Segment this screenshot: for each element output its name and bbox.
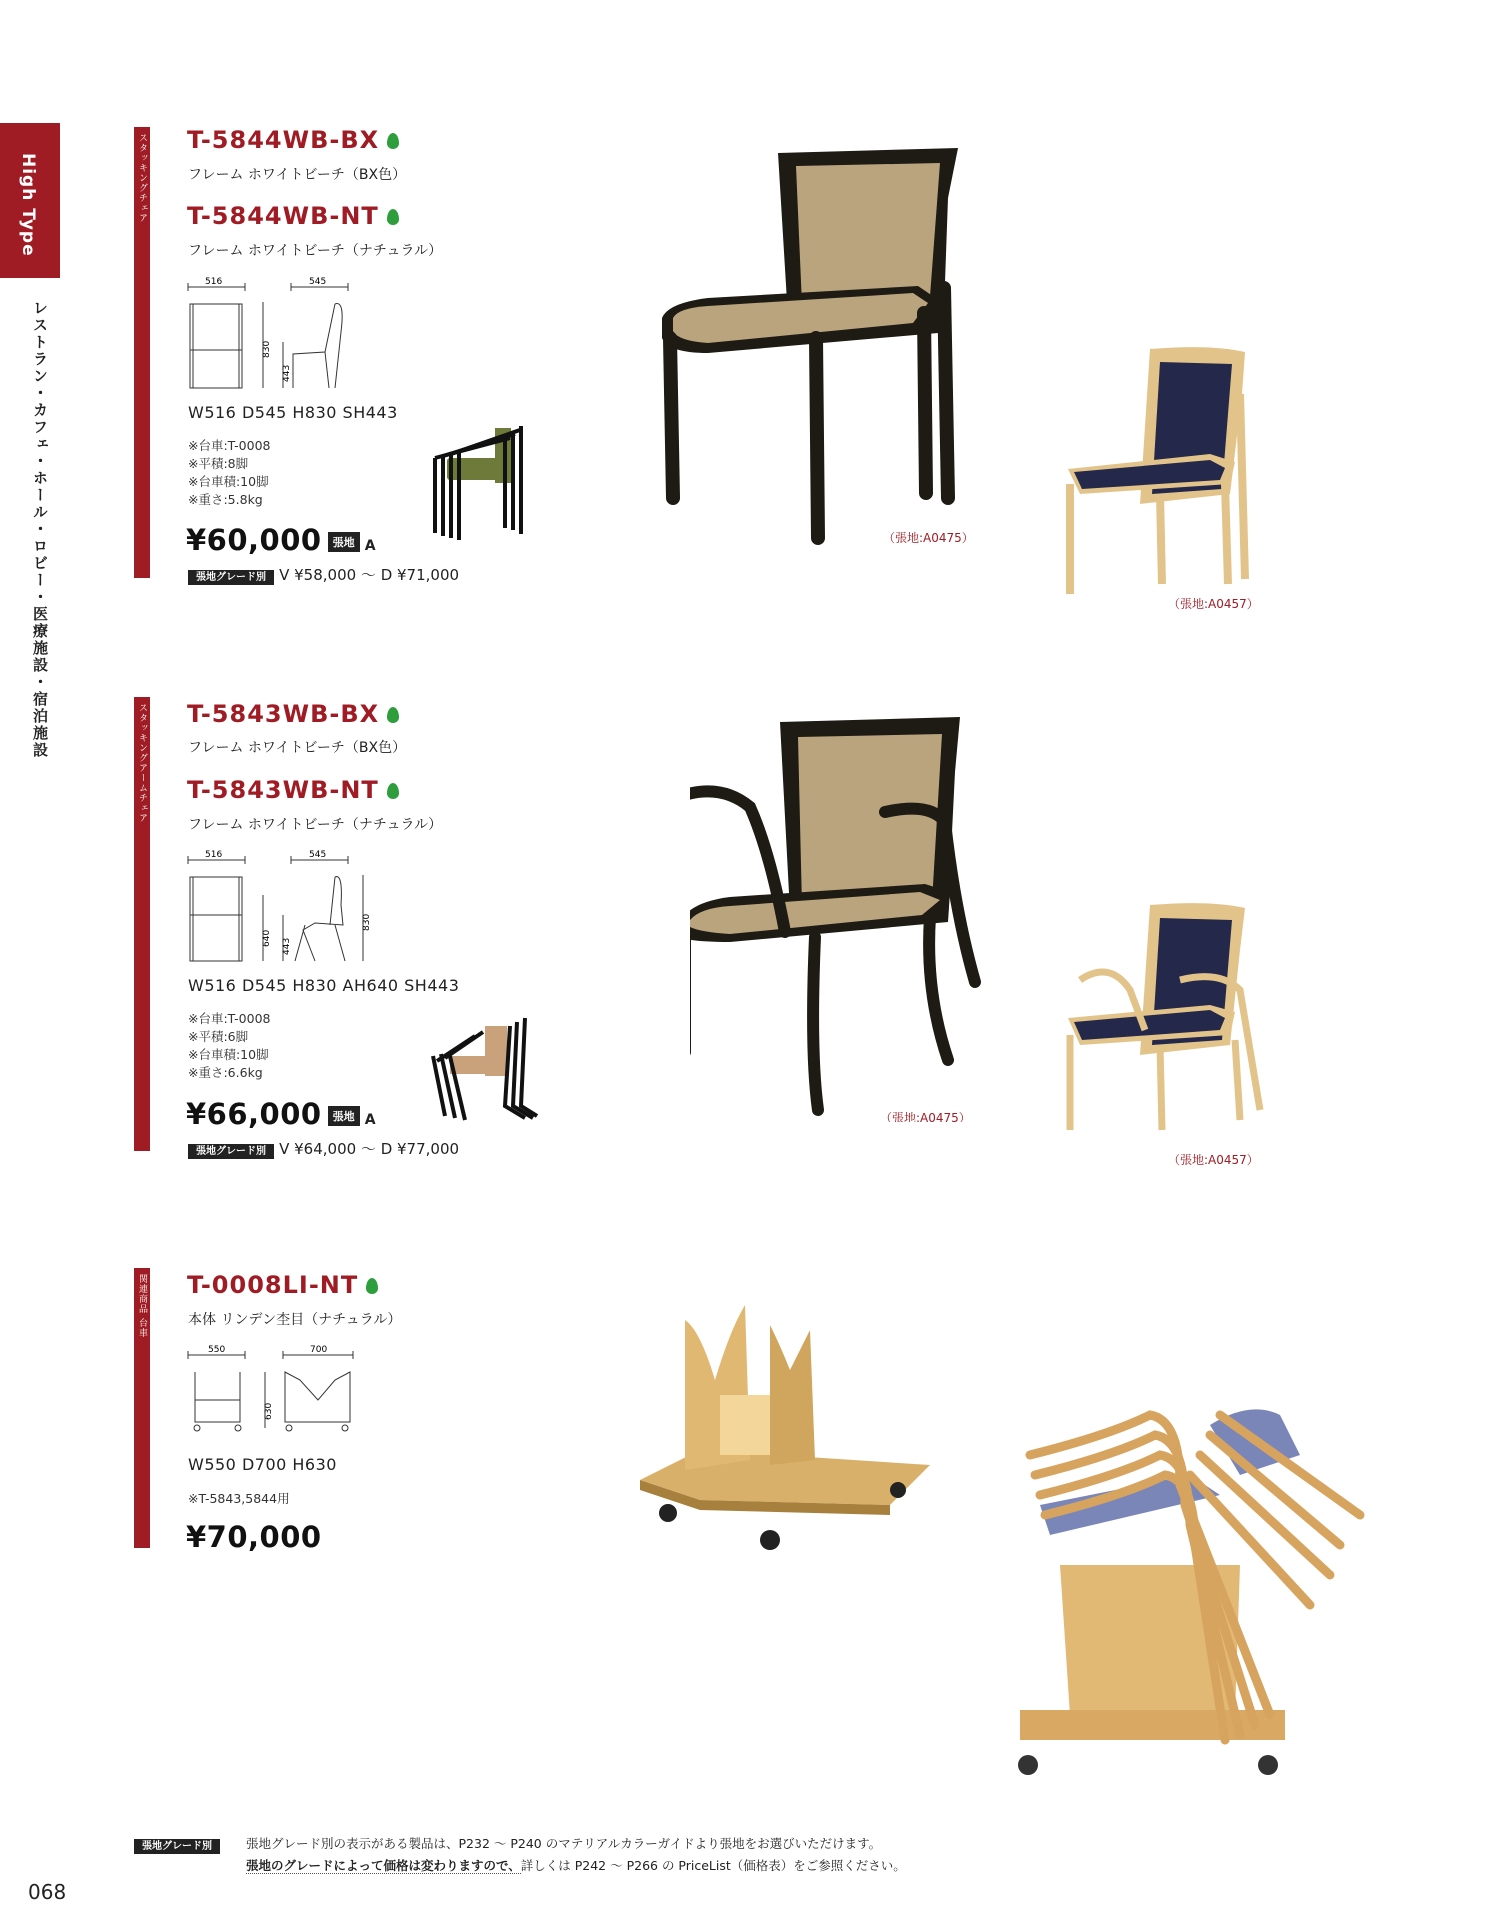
price-row-1	[186, 523, 376, 557]
grade-row-1	[188, 564, 459, 585]
notes-1	[188, 437, 271, 509]
eco-leaf-icon	[387, 707, 399, 723]
chair-image-natural-1	[1060, 344, 1270, 624]
side-category: レストラン・カフェ・ホール・ロビー・医療施設・宿泊施設	[31, 300, 49, 759]
armchair-image-natural	[1060, 900, 1270, 1180]
eco-leaf-icon	[387, 783, 399, 799]
footer-line-2-bold: 張地のグレードによって価格は変わりますので、	[246, 1858, 521, 1873]
diagram-width-label: 516	[205, 277, 223, 287]
section-3-bar	[134, 1268, 150, 1548]
fabric-caption-2b: （張地:A0457）	[1168, 1153, 1259, 1167]
grade-range-1: V ¥58,000 〜 D ¥71,000	[279, 566, 460, 584]
frame-desc-1b: フレーム ホワイトビーチ（ナチュラル）	[188, 243, 443, 259]
stacked-chairs-image-1	[425, 418, 540, 543]
grade-label: 張地グレード別	[188, 1144, 274, 1159]
cart-image	[640, 1300, 930, 1560]
diagram-arm-height-label: 640	[262, 929, 272, 947]
section-1-vertical-label: スタッキングチェア	[137, 133, 147, 223]
note-item: ※T-5843,5844用	[188, 1491, 290, 1506]
chair-image-dark-1	[648, 138, 978, 548]
note-item: ※台車積:10脚	[188, 474, 269, 489]
footer-line-2-rest: 詳しくは P242 〜 P266 の PriceList（価格表）をご参照ください。	[520, 1858, 906, 1873]
price-1: ¥60,000	[186, 523, 322, 557]
footer-grade-label: 張地グレード別	[134, 1839, 220, 1854]
side-tab-label: High Type	[18, 153, 38, 257]
diagram-height-label: 830	[362, 913, 372, 931]
frame-desc-2b: フレーム ホワイトビーチ（ナチュラル）	[188, 817, 443, 833]
diagram-seat-height-label: 443	[282, 364, 292, 382]
eco-leaf-icon	[387, 209, 399, 225]
section-2-vertical-label: スタッキングアームチェア	[137, 703, 147, 823]
note-item: ※平積:8脚	[188, 456, 249, 471]
price-3: ¥70,000	[186, 1520, 322, 1554]
model-name-2b: T-5843WB-NT	[187, 776, 399, 804]
section-3-vertical-label: 関連商品 台車	[137, 1274, 147, 1338]
eco-leaf-icon	[366, 1278, 378, 1294]
side-tab	[0, 123, 60, 278]
model-name-2a: T-5843WB-BX	[187, 700, 399, 728]
footer-label-wrap	[134, 1834, 220, 1853]
dimensions-2: W516 D545 H830 AH640 SH443	[188, 976, 460, 995]
stacked-chairs-image-2	[425, 1006, 540, 1121]
diagram-depth-label: 545	[309, 850, 327, 860]
note-item: ※平積:6脚	[188, 1029, 249, 1044]
diagram-depth-label: 700	[310, 1345, 328, 1355]
diagram-width-label: 516	[205, 850, 223, 860]
fabric-grade: A	[364, 538, 376, 554]
frame-desc-1a: フレーム ホワイトビーチ（BX色）	[188, 167, 407, 183]
frame-desc-2a: フレーム ホワイトビーチ（BX色）	[188, 740, 407, 756]
footer-line-1: 張地グレード別の表示がある製品は、P232 〜 P240 のマテリアルカラーガイドより張地をお選びいただけます。	[246, 1836, 882, 1851]
model-name-1b: T-5844WB-NT	[187, 202, 399, 230]
note-item: ※台車積:10脚	[188, 1047, 269, 1062]
fabric-tag: 張地	[328, 1106, 360, 1126]
note-item: ※重さ:6.6kg	[188, 1065, 263, 1080]
fabric-tag: 張地	[328, 532, 360, 552]
section-1-bar	[134, 127, 150, 578]
grade-range-2: V ¥64,000 〜 D ¥77,000	[279, 1140, 460, 1158]
diagram-depth-label: 545	[309, 277, 327, 287]
note-item: ※台車:T-0008	[188, 438, 271, 453]
fabric-caption-1: （張地:A0475）	[883, 531, 974, 545]
grade-label: 張地グレード別	[188, 570, 274, 585]
eco-leaf-icon	[387, 133, 399, 149]
dimension-diagram-2	[185, 845, 375, 965]
diagram-width-label: 550	[208, 1345, 226, 1355]
price-2: ¥66,000	[186, 1097, 322, 1131]
model-name-3: T-0008LI-NT	[187, 1271, 378, 1299]
price-row-2	[186, 1097, 376, 1131]
dimensions-3: W550 D700 H630	[188, 1455, 337, 1474]
diagram-height-label: 830	[262, 340, 272, 358]
armchair-image-dark	[690, 712, 990, 1122]
dimension-diagram-3	[185, 1340, 365, 1440]
fabric-caption-2: （張地:A0475）	[880, 1111, 971, 1122]
note-item: ※台車:T-0008	[188, 1011, 271, 1026]
fabric-caption-1b: （張地:A0457）	[1168, 597, 1259, 611]
stacked-chairs-on-cart-image	[1010, 1395, 1380, 1805]
dimensions-1: W516 D545 H830 SH443	[188, 403, 398, 422]
notes-3	[188, 1490, 290, 1508]
frame-desc-3: 本体 リンデン杢目（ナチュラル）	[188, 1312, 402, 1328]
note-item: ※重さ:5.8kg	[188, 492, 263, 507]
section-2-bar	[134, 697, 150, 1151]
dimension-diagram-1	[185, 272, 355, 392]
footer-line-2	[246, 1856, 906, 1874]
model-name-1a: T-5844WB-BX	[187, 126, 399, 154]
fabric-grade: A	[364, 1112, 376, 1128]
diagram-height-label: 630	[264, 1402, 274, 1420]
page-number: 068	[28, 1880, 67, 1904]
notes-2	[188, 1010, 271, 1082]
grade-row-2	[188, 1138, 459, 1159]
diagram-seat-height-label: 443	[282, 937, 292, 955]
